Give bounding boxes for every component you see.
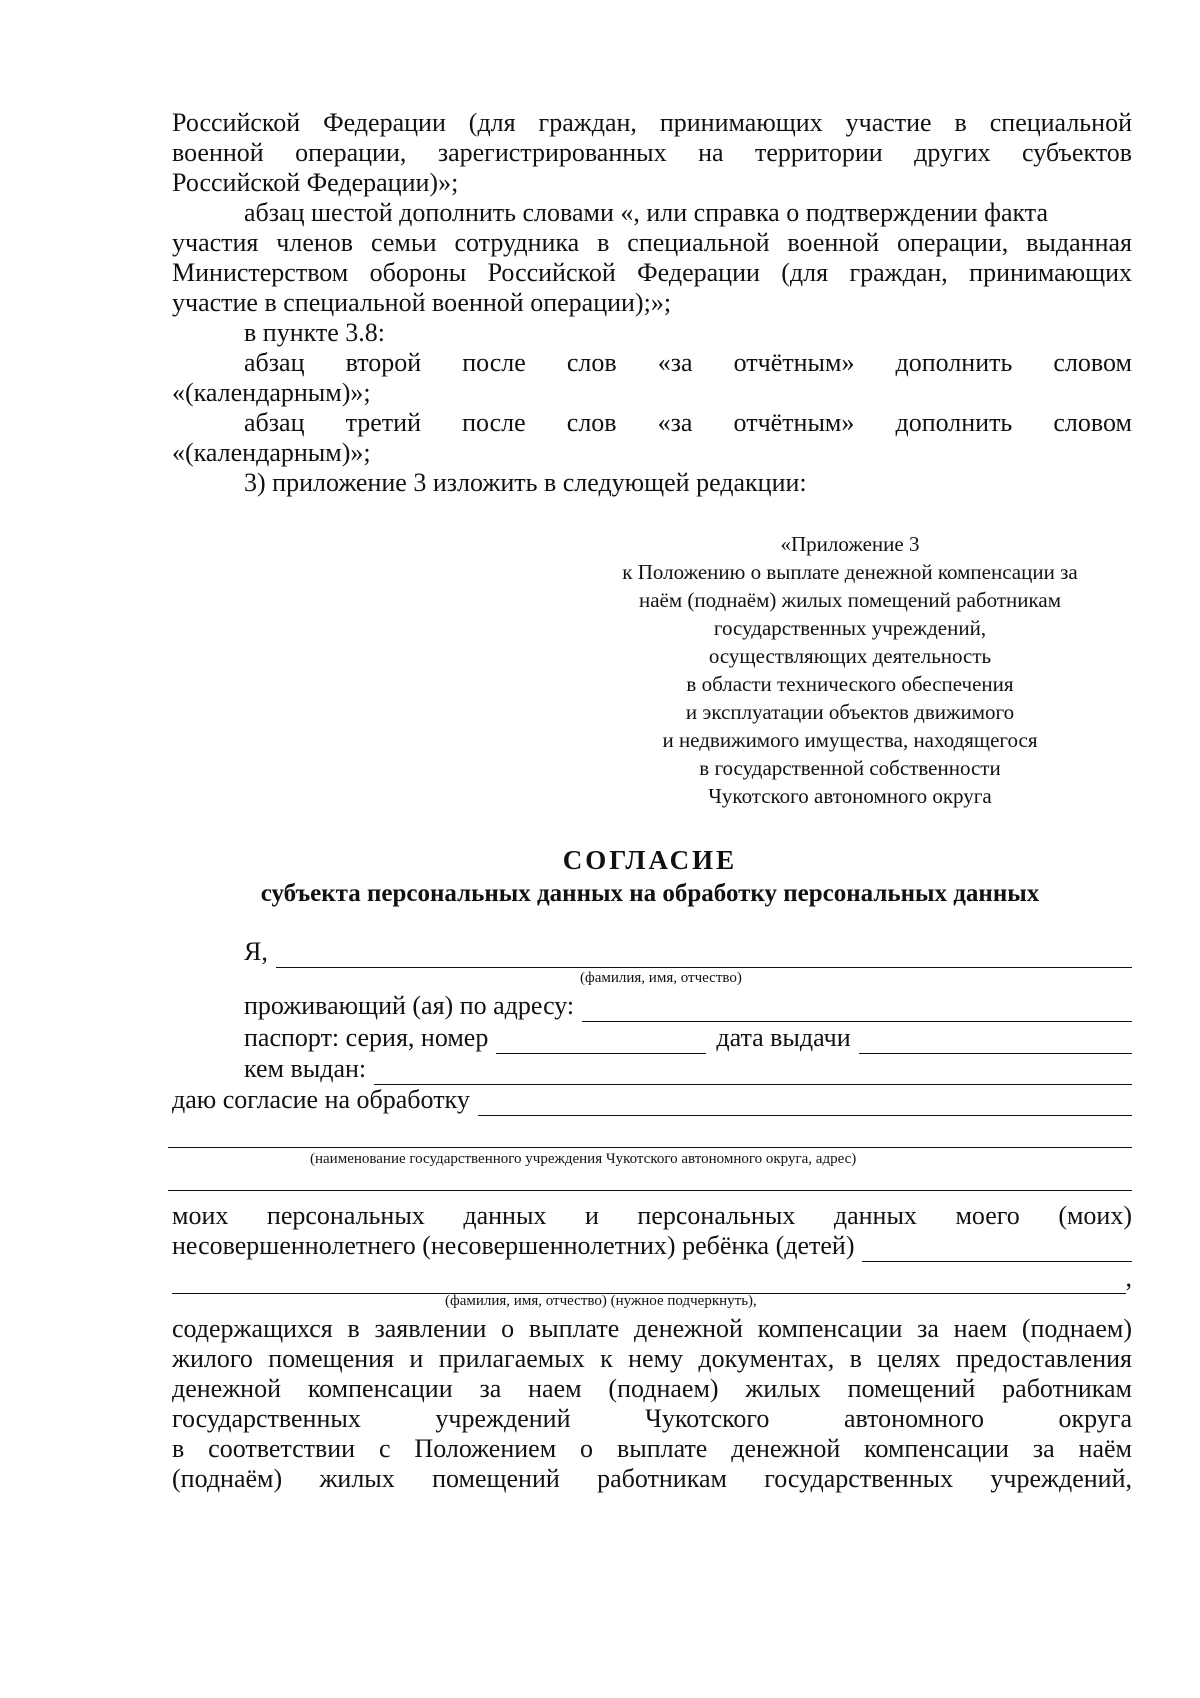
body-line: военной операции, зарегистрированных на территории других субъектов [172,138,1132,167]
address-row [244,990,1132,1022]
issued-by-row [244,1053,1132,1085]
word: персональных [266,1201,425,1230]
form-subtitle: субъекта персональных данных на обработку персональных данных [260,880,1040,907]
issued-by-label: кем выдан: [244,1054,367,1083]
child-name-row2 [172,1262,1132,1294]
body-line: абзац шестой дополнить словами «, или справка о подтверждении факта [244,198,1048,227]
body-line: Российской Федерации)»; [172,168,459,197]
body-line: в пункте 3.8: [244,318,386,347]
comma: , [1125,1263,1132,1292]
consent-row [172,1084,1132,1116]
issue-date-label: дата выдачи [716,1023,851,1052]
word: третий [345,408,421,437]
organization-field-line2[interactable] [168,1147,1132,1148]
word: словом [1053,348,1132,377]
body-line: в соответствии с Положением о выплате денежной компенсации за наём [172,1434,1132,1463]
body-line: жилого помещения и прилагаемых к нему документах, в целях предоставления [172,1344,1132,1373]
minor-label: несовершеннолетнего (несовершеннолетних) ребёнка (детей) [172,1231,855,1260]
body-line: содержащихся в заявлении о выплате денежной компенсации за наем (поднаем) [172,1314,1132,1343]
passport-number-field[interactable] [496,1029,706,1054]
body-line: государственных учреждений Чукотского автономного округа [172,1404,1132,1433]
organization-field[interactable] [478,1091,1132,1116]
word: отчётным» [733,408,855,437]
word: слов [566,348,617,377]
form-title: СОГЛАСИЕ [562,845,738,875]
body-line: денежной компенсации за наем (поднаем) жилых помещений работникам [172,1374,1132,1403]
word: абзац [244,408,305,437]
fio-hint: (фамилия, имя, отчество) [580,970,742,986]
word: второй [345,348,422,377]
appendix-line: наём (поднаём) жилых помещений работникам [638,588,1061,612]
appendix-line: Чукотского автономного округа [708,784,992,808]
fio-field[interactable] [276,943,1132,968]
word: данных [833,1201,917,1230]
organization-field-line3[interactable] [168,1190,1132,1191]
word: персональных [637,1201,796,1230]
paragraph-third-line [244,407,1132,439]
i-label: Я, [244,937,268,966]
paragraph-second-line [244,347,1132,379]
issued-by-field[interactable] [374,1060,1132,1085]
appendix-line: к Положению о выплате денежной компенсации за [622,560,1078,584]
address-label: проживающий (ая) по адресу: [244,991,575,1020]
body-line: участие в специальной военной операции);»; [172,288,672,317]
appendix-line: и эксплуатации объектов движимого [685,700,1015,724]
word: и [584,1201,599,1230]
word: дополнить [895,348,1013,377]
word: абзац [244,348,305,377]
body-line: 3) приложение 3 изложить в следующей редакции: [244,468,807,497]
word: после [462,348,526,377]
my-data-line [172,1200,1132,1232]
body-line: участия членов семьи сотрудника в специальной военной операции, выданная [172,228,1132,257]
child-hint: (фамилия, имя, отчество) (нужное подчеркнуть), [445,1293,757,1309]
appendix-line: в области технического обеспечения [686,672,1014,696]
appendix-line: осуществляющих деятельность [708,644,992,668]
word: данных [463,1201,547,1230]
appendix-line: в государственной собственности [699,756,1001,780]
word: моего [955,1201,1020,1230]
word: (моих) [1058,1201,1132,1230]
appendix-line: государственных учреждений, [713,616,987,640]
body-line: «(календарным)»; [172,378,371,407]
word: отчётным» [733,348,855,377]
word: моих [172,1201,229,1230]
appendix-heading [560,530,1140,810]
body-line: «(календарным)»; [172,438,371,467]
word: слов [566,408,617,437]
child-name-field-line2[interactable] [172,1269,1126,1294]
body-line: (поднаём) жилых помещений работникам государственных учреждений, [172,1464,1132,1493]
address-field[interactable] [582,997,1132,1022]
appendix-line: «Приложение 3 [780,532,920,556]
word: «за [657,348,693,377]
word: «за [657,408,693,437]
minor-row [172,1230,1132,1262]
fio-row [244,936,1132,968]
word: словом [1053,408,1132,437]
child-name-field[interactable] [862,1237,1132,1262]
body-line: Российской Федерации (для граждан, принимающих участие в специальной [172,108,1132,137]
word: дополнить [895,408,1013,437]
word: после [462,408,526,437]
consent-label: даю согласие на обработку [172,1085,470,1114]
appendix-line: и недвижимого имущества, находящегося [662,728,1038,752]
passport-row [244,1022,1132,1054]
passport-label: паспорт: серия, номер [244,1023,489,1052]
body-line: Министерством обороны Российской Федерации (для граждан, принимающих [172,258,1132,287]
issue-date-field[interactable] [859,1029,1132,1054]
organization-hint: (наименование государственного учреждения Чукотского автономного округа, адрес) [310,1151,857,1167]
